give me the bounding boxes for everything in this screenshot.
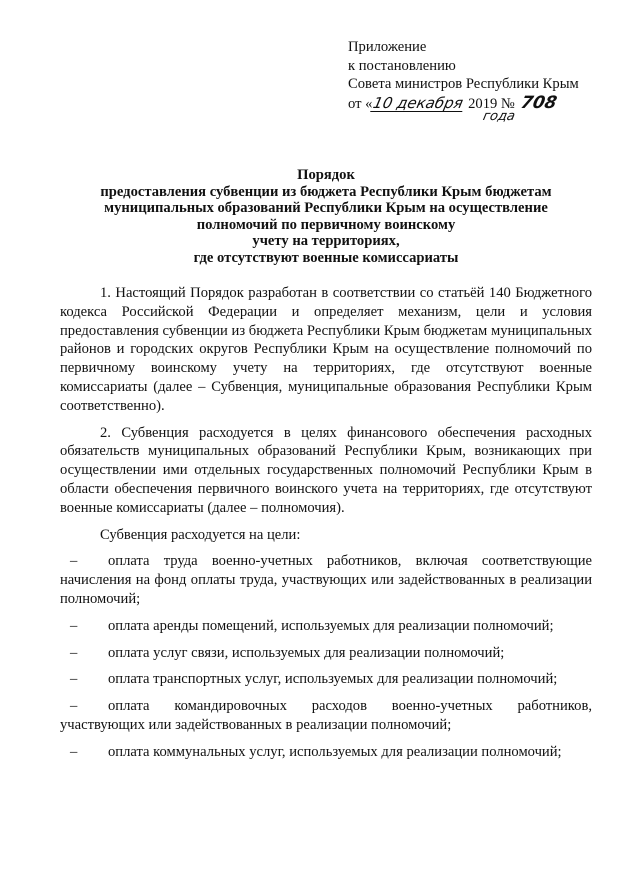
handwritten-date: 10 декабря xyxy=(371,93,466,112)
paragraph-3: Субвенция расходуется на цели: xyxy=(100,526,301,543)
bullet-item xyxy=(60,552,592,608)
title-line: полномочий по первичному воинскому xyxy=(196,216,456,233)
dash-mark: – xyxy=(70,617,78,634)
bullet-text: оплата транспортных услуг, используемых для реализации полномочий; xyxy=(108,671,558,688)
title-line: предоставления субвенции из бюджета Республики Крым бюджетам xyxy=(100,183,552,200)
title-line: муниципальных образований Республики Крым на осуществление xyxy=(104,200,548,216)
appendix-line-3: Совета министров Республики Крым xyxy=(348,76,579,92)
bullet-text: оплата труда военно-учетных работников, включая соответствующие начисления на фонд оплаты труда, участвующих или задействованных в реализации полномочий; xyxy=(60,553,592,607)
bullet-text: оплата услуг связи, используемых для реализации полномочий; xyxy=(108,644,505,661)
dash-mark: – xyxy=(70,644,78,661)
from-prefix: от « xyxy=(348,95,373,112)
dash-mark: – xyxy=(70,553,78,570)
bullet-item xyxy=(60,743,592,762)
handwritten-year-word: года xyxy=(481,109,517,124)
appendix-block xyxy=(348,38,598,124)
dash-mark: – xyxy=(70,671,78,688)
dash-mark: – xyxy=(70,743,78,760)
appendix-line-1: Приложение xyxy=(348,39,427,55)
appendix-date-line xyxy=(348,94,598,114)
paragraph-2: 2. Субвенция расходуется в целях финансового обеспечения расходных обязательств муниципальных образований Республики Крым, возникающих при осуществлении ими отдельных государственных полномочий Республики Крым в области обеспечения первичного воинского учета на территориях, где отсутствуют военные комиссариаты (далее – полномочия). xyxy=(60,424,592,516)
bullet-text: оплата аренды помещений, используемых для реализации полномочий; xyxy=(108,617,554,634)
paragraph-1: 1. Настоящий Порядок разработан в соответствии со статьёй 140 Бюджетного кодекса Российской Федерации и определяет механизм, цели и условия предоставления субвенции из бюджета Республики Крым бюджетам муниципальных районов и городских округов Республики Крым на осуществление полномочий по первичному воинскому учету на территориях, где отсутствуют военные комиссариаты (далее – Субвенция, муниципальные образования Республики Крым соответственно). xyxy=(60,285,592,414)
bullet-item xyxy=(60,617,592,636)
document-title xyxy=(60,167,592,266)
year-text: 2019 № xyxy=(468,95,515,112)
bullet-item xyxy=(60,670,592,689)
bullet-text: оплата командировочных расходов военно-учетных работников, участвующих или задействованных в реализации полномочий; xyxy=(60,698,592,733)
dash-mark: – xyxy=(70,698,78,715)
bullet-item xyxy=(60,644,592,663)
title-line: где отсутствуют военные комиссариаты xyxy=(193,249,459,266)
handwritten-number: 708 xyxy=(518,92,559,113)
title-line: учету на территориях, xyxy=(252,233,400,249)
bullet-text: оплата коммунальных услуг, используемых для реализации полномочий; xyxy=(108,743,562,760)
document-body xyxy=(60,284,592,762)
bullet-item xyxy=(60,697,592,735)
appendix-line-2: к постановлению xyxy=(348,57,456,74)
title-line: Порядок xyxy=(297,167,355,183)
